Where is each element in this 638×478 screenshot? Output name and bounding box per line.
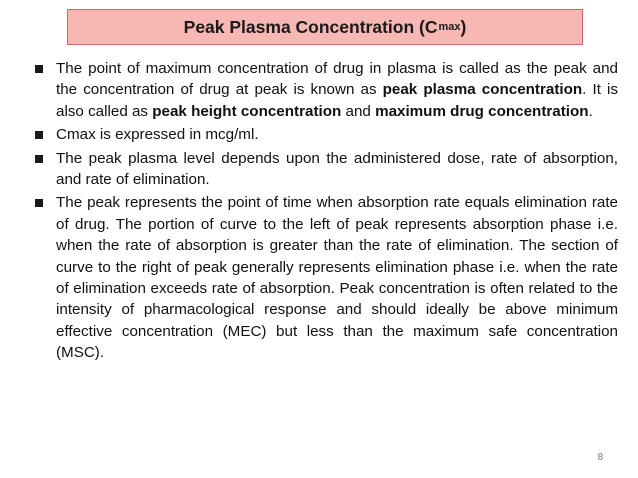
bullet-list [32,58,618,366]
bullet-item [32,124,618,145]
slide-title [67,9,583,45]
square-bullet-icon [35,199,43,207]
bold-term: maximum drug concentration [375,102,589,120]
title-close: ) [460,16,467,37]
page-number: 8 [597,452,603,463]
square-bullet-icon [35,65,43,73]
bullet-item [32,58,618,122]
square-bullet-icon [35,155,43,163]
bullet-item [32,192,618,363]
title-subscript: max [438,21,461,33]
bullet-text: The point of maximum concentration of drug in plasma is called as the peak and the concentration of drug at peak is known as peak plasma concentration. It is also called as peak height concentration and maximum drug concentration. [56,60,618,120]
square-bullet-icon [35,131,43,139]
bullet-text: The peak represents the point of time when absorption rate equals elimination rate of drug. The portion of curve to the left of peak represents absorption phase i.e. when the rate of absorption is greater than the rate of elimination. The section of curve to the right of peak generally represents elimination phase i.e. when the rate of elimination exceeds rate of absorption. Peak concentration is often related to the intensity of pharmacological response and should ideally be above minimum effective concentration (MEC) but less than the maximum safe concentration (MSC). [56,194,618,362]
bullet-text: The peak plasma level depends upon the administered dose, rate of absorption, and rate of elimination. [56,149,618,189]
title-main: Peak Plasma Concentration (C [183,16,438,37]
bold-term: peak height concentration [152,102,342,120]
bullet-item [32,148,618,191]
bold-term: peak plasma concentration [382,81,583,99]
bullet-text: Cmax is expressed in mcg/ml. [56,126,259,144]
